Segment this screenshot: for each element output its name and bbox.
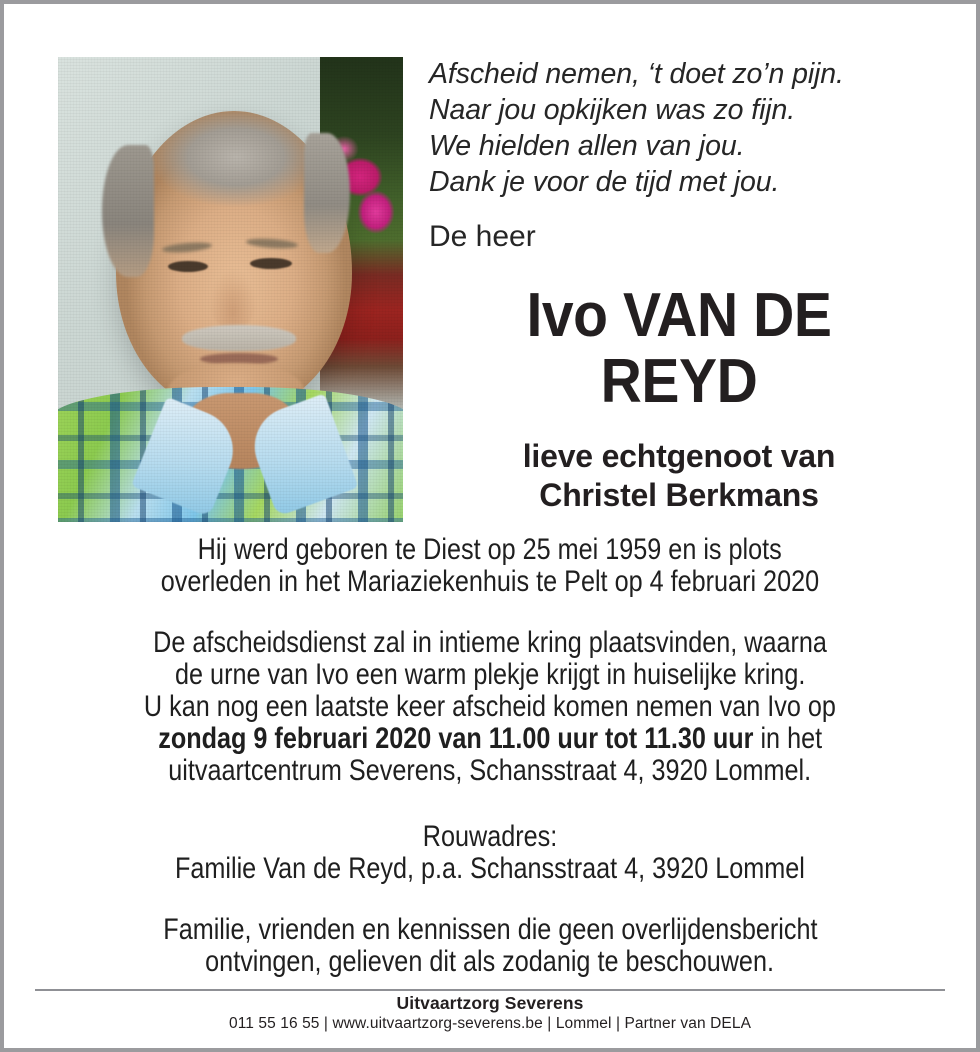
spouse-relation [424,415,934,515]
service-line-3-text: U kan nog een laatste keer afscheid komen nemen van Ivo op [143,690,837,723]
service-line-3 [8,691,972,723]
poem-line-2: Naar jou opkijken was zo fijn. [429,94,796,126]
visitation-datetime: zondag 9 februari 2020 van 11.00 uur tot 11.30 uur [158,722,754,755]
mourning-address-row [8,853,972,885]
notice-line-2 [8,946,972,978]
poem-line-4: Dank je voor de tijd met jou. [429,166,780,198]
service-line-4-wrap [158,723,822,755]
mourning-address-label-row [8,821,972,853]
birth-line-text: Hij werd geboren te Diest op 25 mei 1959 en is plots [197,533,783,566]
mourning-address-label: Rouwadres: [422,820,558,853]
birth-death-info [8,534,972,598]
poem-line-1: Afscheid nemen, ‘t doet zo’n pijn. [429,58,844,90]
service-location: uitvaartcentrum Severens, Schansstraat 4, 3920 Lommel. [168,754,812,787]
mourning-address [8,821,972,885]
header-text-column [424,4,934,515]
death-line-text: overleden in het Mariaziekenhuis te Pelt op 4 februari 2020 [160,565,820,598]
salutation: De heer [429,220,536,253]
service-line-5 [8,755,972,787]
footer [8,993,972,1034]
portrait-image [58,57,403,522]
funeral-home-contact: 011 55 16 55 | www.uitvaartzorg-severens.be | Lommel | Partner van DELA [228,1015,752,1032]
funeral-home-name: Uitvaartzorg Severens [396,993,584,1013]
death-line [8,566,972,598]
spouse-name: Christel Berkmans [539,477,819,513]
deceased-name: Ivo VAN DE REYD [526,281,832,416]
photo-nose [210,269,256,331]
footer-divider [35,989,945,991]
service-line-4-rest: in het [753,722,822,755]
service-details [8,627,972,787]
spouse-relation-label: lieve echtgenoot van [522,438,836,474]
service-line-1 [8,627,972,659]
notice-line-1-text: Familie, vrienden en kennissen die geen overlijdensbericht [162,913,818,946]
service-line-1-text: De afscheidsdienst zal in intieme kring plaatsvinden, waarna [153,626,827,659]
photo-eye-left [168,261,208,272]
notice-line-2-text: ontvingen, gelieven dit als zodanig te beschouwen. [205,945,775,978]
photo-moustache [182,325,296,351]
general-notice [8,914,972,978]
portrait-photo [58,57,403,522]
photo-hair-right [304,133,350,253]
service-line-2-text: de urne van Ivo een warm plekje krijgt in huiselijke kring. [174,658,806,691]
top-section [4,4,976,524]
service-line-2 [8,659,972,691]
service-line-4 [8,723,972,755]
photo-eye-right [250,258,292,269]
photo-hair-left [102,145,154,277]
notice-line-1 [8,914,972,946]
mourning-address-line: Familie Van de Reyd, p.a. Schansstraat 4, 3920 Lommel [175,852,805,885]
birth-line [8,534,972,566]
memorial-poem [424,4,934,200]
poem-line-3: We hielden allen van jou. [429,130,745,162]
